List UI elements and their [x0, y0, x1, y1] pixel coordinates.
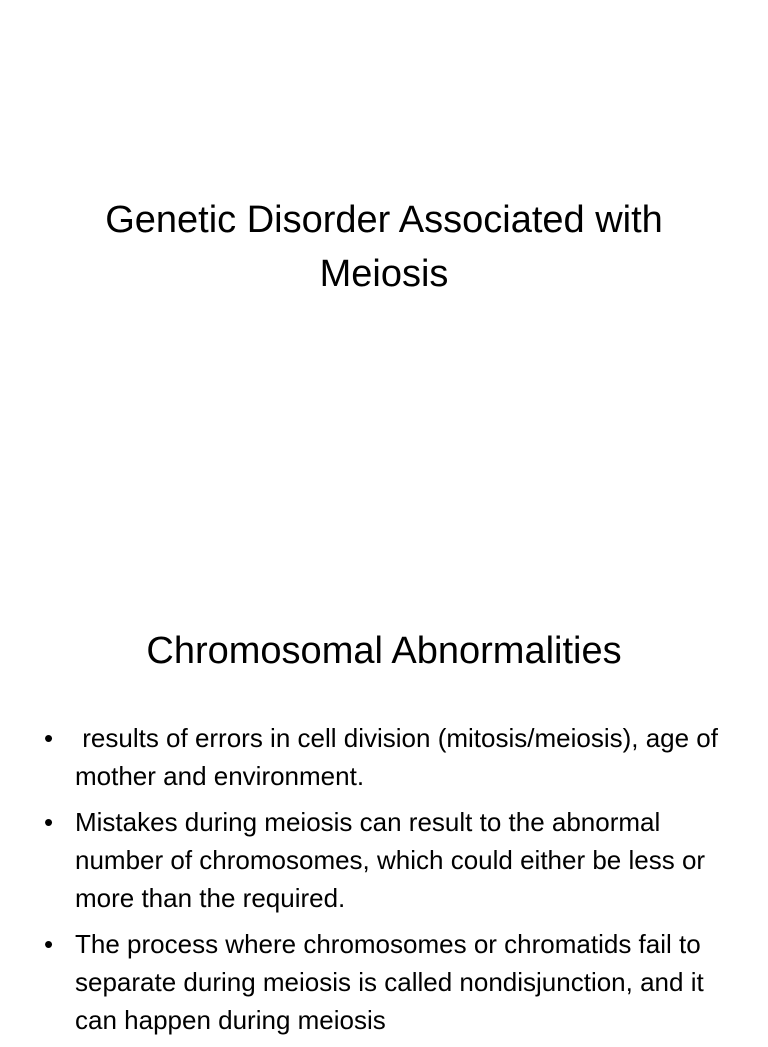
bullet-item [44, 925, 734, 1039]
bullet-text: results of errors in cell division (mitosis/meiosis), age of mother and environment. [75, 723, 726, 791]
bullet-item [44, 719, 734, 795]
content-slide [0, 576, 768, 1035]
section-heading: Chromosomal Abnormalities [146, 630, 622, 672]
bullet-text: Mistakes during meiosis can result to the abnormal number of chromosomes, which could either be less or more than the required. [75, 807, 706, 913]
title-line-1: Genetic Disorder Associated with [105, 199, 663, 241]
bullet-icon: • [44, 723, 54, 753]
bullet-icon: • [44, 929, 54, 959]
bullet-item [44, 803, 734, 917]
bullet-icon: • [44, 807, 54, 837]
bullet-list [44, 719, 734, 1047]
presentation-title [40, 193, 728, 301]
title-line-2: Meiosis [319, 253, 449, 295]
bullet-text: The process where chromosomes or chromatids fail to separate during meiosis is called nondisjunction, and it can happen during meiosis [75, 929, 704, 1035]
